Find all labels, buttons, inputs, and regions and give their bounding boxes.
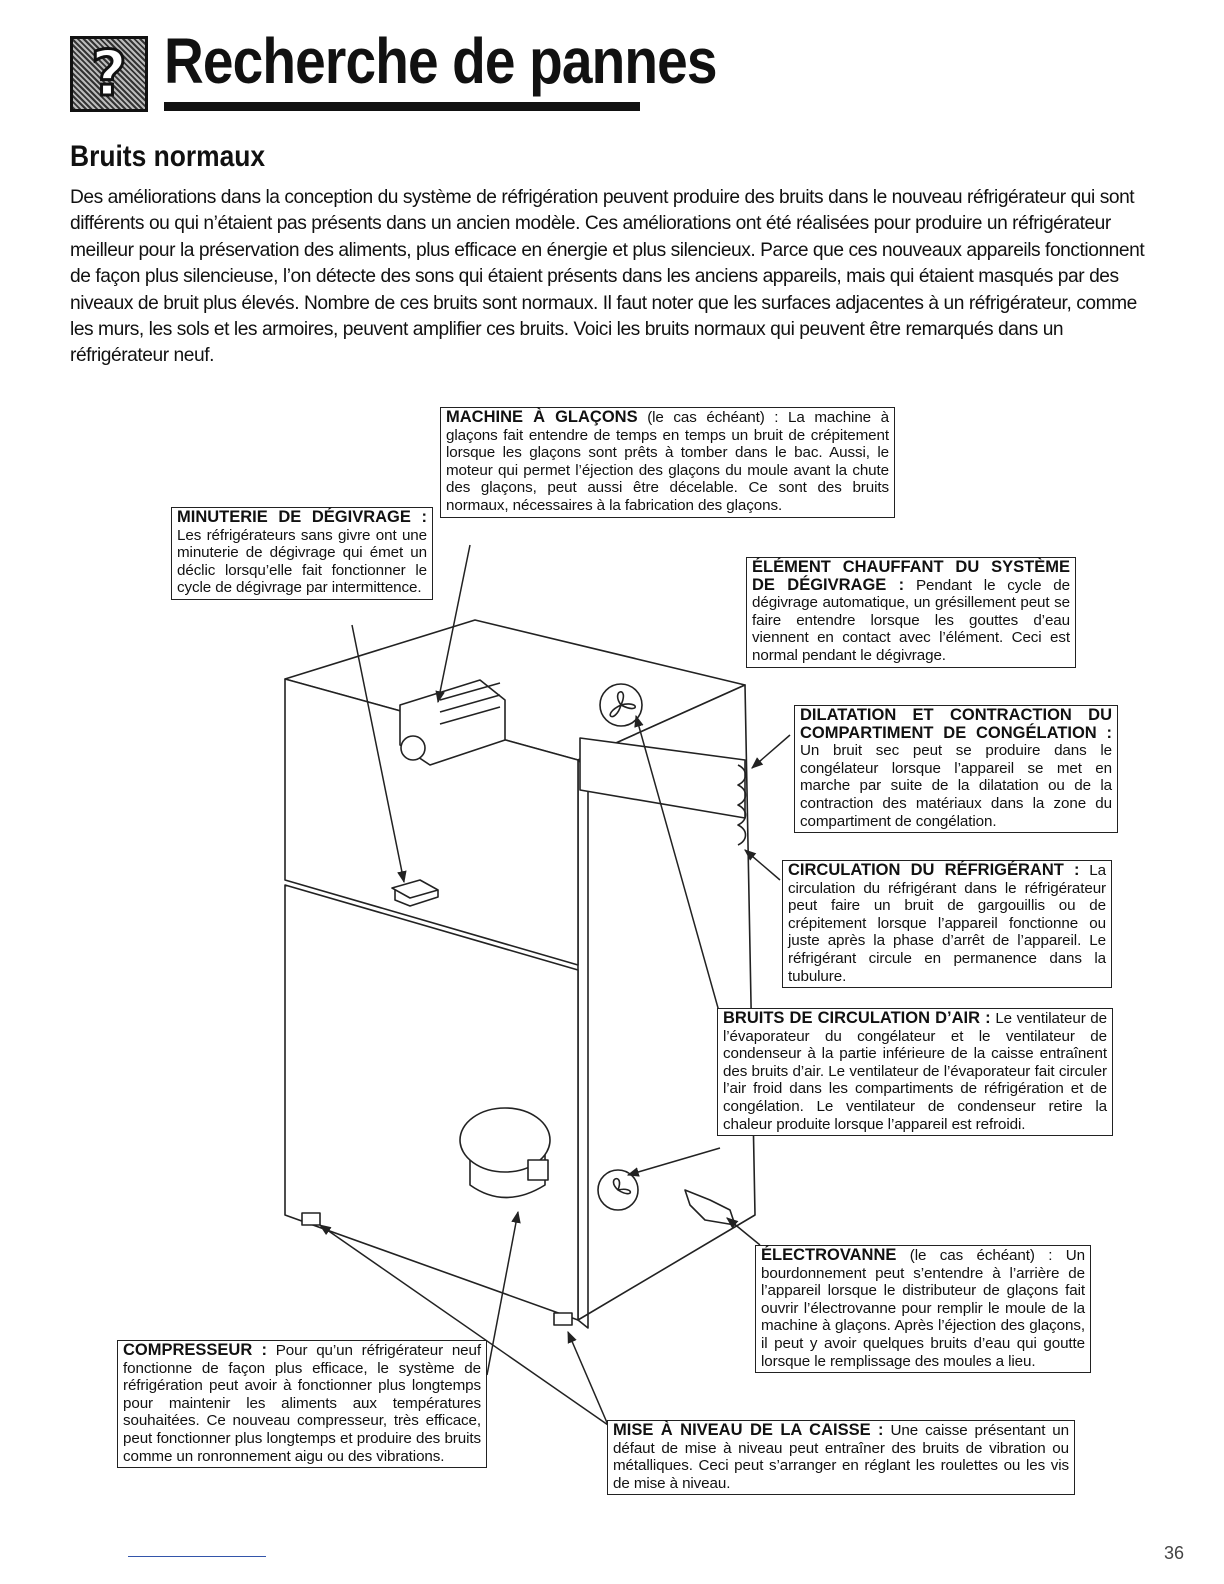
callout-defrost-timer-text: Les réfrigérateurs sans givre ont une minuterie de dégivrage qui émet un déclic lorsqu’elle fait fonctionner le cycle de dégivrage par intermittence. (177, 526, 427, 597)
compressor (460, 1108, 550, 1198)
leader-defrost-heater (752, 735, 790, 768)
callout-defrost-timer-title: MINUTERIE DE DÉGIVRAGE : (177, 508, 427, 526)
leveling-foot-left (302, 1213, 320, 1225)
callout-defrost-timer (171, 507, 433, 600)
callout-air-flow-text: Le ventilateur de l’évaporateur du congélateur et le ventilateur de condenseur à la partie inférieure de la caisse entraînent des bruits d’air. Le ventilateur de l’évaporateur fait circuler l’air froid dans les compartiments de réfrigération et de congélation. Le ventilateur de condenseur retire la chaleur produite lorsque l’appareil est refroidi. (723, 1010, 1108, 1133)
callout-leveling (607, 1420, 1075, 1495)
callout-expansion (794, 705, 1118, 833)
callout-air-flow (717, 1008, 1113, 1136)
callout-ice-maker-text: (le cas échéant) : La machine à glaçons fait entendre de temps en temps un bruit de crépitement lorsque les glaçons sont prêts à tomber dans le bac. Aussi, le moteur qui permet l’éjection des glaçons du moule avant la chute des glaçons, peut aussi être décelable. Ce sont des bruits normaux, nécessaires à la fabrication des glaçons. (446, 409, 889, 514)
footer-rule (128, 1556, 266, 1557)
page-number: 36 (1163, 1543, 1184, 1563)
callout-defrost-heater-text: Pendant le cycle de dégivrage automatique, un grésillement peut se faire entendre lorsque les gouttes d’eau viennent en contact avec l’élément. Ceci est normal pendant le dégivrage. (752, 576, 1070, 664)
callout-compressor (117, 1340, 487, 1468)
callout-expansion-text: Un bruit sec peut se produire dans le congélateur lorsque l’appareil se met en marche par suite de la dilatation ou de la contraction des matériaux dans la zone du compartiment de congélation. (800, 742, 1112, 830)
callout-refrigerant (782, 860, 1112, 988)
evaporator-fan (600, 684, 642, 726)
callout-leveling-text: Une caisse présentant un défaut de mise à niveau peut entraîner des bruits de vibration ou métalliques. Ceci peut s’arranger en réglant les roulettes ou les vis de mise à niveau. (613, 1422, 1069, 1492)
callout-ice-maker (440, 407, 895, 518)
callout-defrost-heater-title: ÉLÉMENT CHAUFFANT DU SYSTÈME DE DÉGIVRAGE : (752, 558, 1070, 594)
callout-water-valve (755, 1245, 1091, 1373)
callout-leveling-title: MISE À NIVEAU DE LA CAISSE : (613, 1421, 884, 1439)
leader-refrigerant (745, 850, 780, 880)
callout-compressor-title: COMPRESSEUR : (123, 1341, 267, 1359)
callout-refrigerant-title: CIRCULATION DU RÉFRIGÉRANT : (788, 861, 1080, 879)
callout-refrigerant-text: La circulation du réfrigérant dans le réfrigérateur peut faire un bruit de gargouillis ou de crépitement lorsque l’appareil fonctionne ou juste après la phase d’arrêt de l’appareil. Le réfrigérant circule en permanence dans la tubulure. (788, 862, 1106, 985)
callout-air-flow-title: BRUITS DE CIRCULATION D’AIR : (723, 1009, 991, 1027)
condenser-fan (598, 1170, 638, 1210)
callout-water-valve-title: ÉLECTROVANNE (761, 1246, 897, 1264)
section-title: Bruits normaux (70, 140, 266, 173)
leveling-foot-right (554, 1313, 572, 1325)
question-mark-icon: ? (70, 36, 148, 112)
callout-expansion-title: DILATATION ET CONTRACTION DU COMPARTIMENT DE CONGÉLATION : (800, 706, 1112, 742)
callout-water-valve-text: (le cas échéant) : Un bourdonnement peut s’entendre à l’arrière de l’appareil lorsque le distributeur de glaçons fait ouvrir l’électrovanne pour remplir le moule de la machine à glaçons. Après l’éjection des glaçons, il peut y avoir quelques bruits d’eau qui goutte lorsque le remplissage des moules a lieu. (761, 1247, 1085, 1370)
callout-ice-maker-title: MACHINE À GLAÇONS (446, 408, 638, 426)
intro-paragraph: Des améliorations dans la conception du système de réfrigération peuvent produire des bruits dans le nouveau réfrigérateur qui sont différents ou qui n’étaient pas présents dans un ancien modèle. Ces améliorations ont été réalisées pour produire un réfrigérateur meilleur pour la préservation des aliments, plus efficace en énergie et plus silencieux. Parce que ces nouveaux appareils fonctionnent de façon plus silencieuse, l’on détecte des sons qui étaient présents dans les anciens appareils, mais qui étaient masqués par des niveaux de bruit plus élevés. Nombre de ces bruits sont normaux. Il faut noter que les surfaces adjacentes à un réfrigérateur, comme les murs, les sols et les armoires, peuvent amplifier ces bruits. Voici les bruits normaux qui peuvent être remarqués dans un réfrigérateur neuf. (70, 187, 1145, 367)
page-title: Recherche de pannes (164, 25, 717, 97)
callout-compressor-text: Pour qu’un réfrigérateur neuf fonctionne de façon plus efficace, le système de réfrigération peut avoir à fonctionner plus longtemps pour maintenir les aliments aux températures souhaitées. Ce nouveau compresseur, très efficace, peut fonctionner plus longtemps et produire des bruits comme un ronronnement aigu ou des vibrations. (123, 1342, 481, 1465)
callout-defrost-heater (746, 557, 1076, 668)
